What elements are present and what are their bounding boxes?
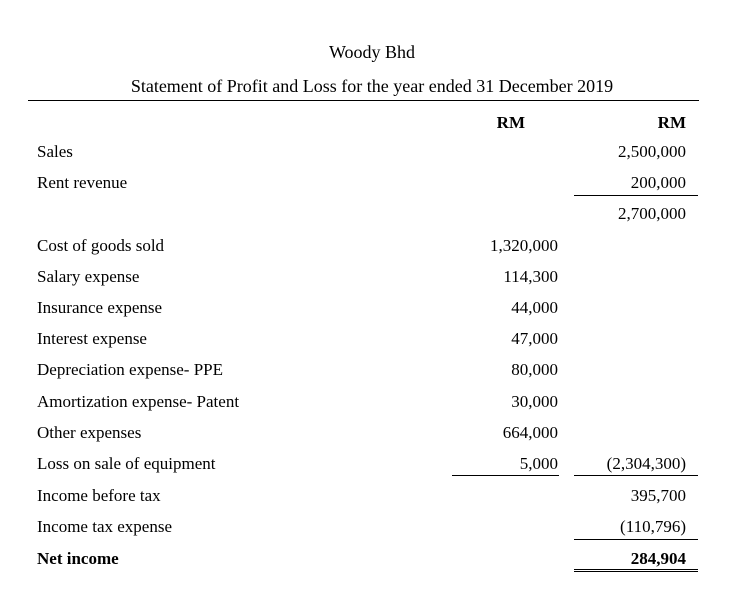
row-label-sales: Sales — [37, 142, 73, 161]
row-label-interest-expense: Interest expense — [37, 329, 147, 348]
row-amount-amortization-expense: 30,000 — [511, 392, 558, 411]
title-underline — [28, 100, 699, 101]
row-amount-income-tax-expense: (110,796) — [620, 517, 686, 536]
row-amount-other-expenses: 664,000 — [502, 423, 558, 442]
subtotal-rule-total-expenses — [574, 475, 698, 476]
row-label-income-tax-expense: Income tax expense — [37, 517, 172, 536]
row-amount-loss-on-sale: 5,000 — [519, 454, 558, 473]
total-double-underline — [574, 569, 698, 572]
row-amount-total-revenue: 2,700,000 — [618, 204, 686, 223]
row-label-income-before-tax: Income before tax — [37, 486, 161, 505]
row-amount-interest-expense: 47,000 — [511, 329, 558, 348]
row-amount-cost-of-goods-sold: 1,320,000 — [490, 236, 558, 255]
row-label-net-income: Net income — [37, 549, 119, 568]
row-label-other-expenses: Other expenses — [37, 423, 142, 442]
row-amount-total-expenses: (2,304,300) — [606, 454, 686, 473]
row-amount-salary-expense: 114,300 — [503, 267, 558, 286]
subtotal-rule-revenue — [574, 195, 698, 196]
row-label-cost-of-goods-sold: Cost of goods sold — [37, 236, 165, 255]
row-amount-insurance-expense: 44,000 — [511, 298, 558, 317]
column-header-rm-2: RM — [657, 113, 686, 132]
row-label-rent-revenue: Rent revenue — [37, 173, 128, 192]
row-amount-income-before-tax: 395,700 — [630, 486, 686, 505]
row-label-salary-expense: Salary expense — [37, 267, 140, 286]
statement-title: Statement of Profit and Loss for the year ended 31 December 2019 — [130, 76, 614, 96]
row-amount-sales: 2,500,000 — [618, 142, 686, 161]
row-label-loss-on-sale: Loss on sale of equipment — [37, 454, 216, 473]
row-label-amortization-expense: Amortization expense- Patent — [37, 392, 240, 411]
subtotal-rule-expenses — [452, 475, 559, 476]
row-amount-rent-revenue: 200,000 — [630, 173, 686, 192]
column-header-rm-1: RM — [496, 113, 525, 132]
row-amount-net-income: 284,904 — [630, 549, 686, 568]
company-name: Woody Bhd — [328, 42, 416, 62]
row-label-insurance-expense: Insurance expense — [37, 298, 163, 317]
row-label-depreciation-expense: Depreciation expense- PPE — [37, 360, 223, 379]
row-amount-depreciation-expense: 80,000 — [511, 360, 558, 379]
subtotal-rule-tax — [574, 539, 698, 540]
